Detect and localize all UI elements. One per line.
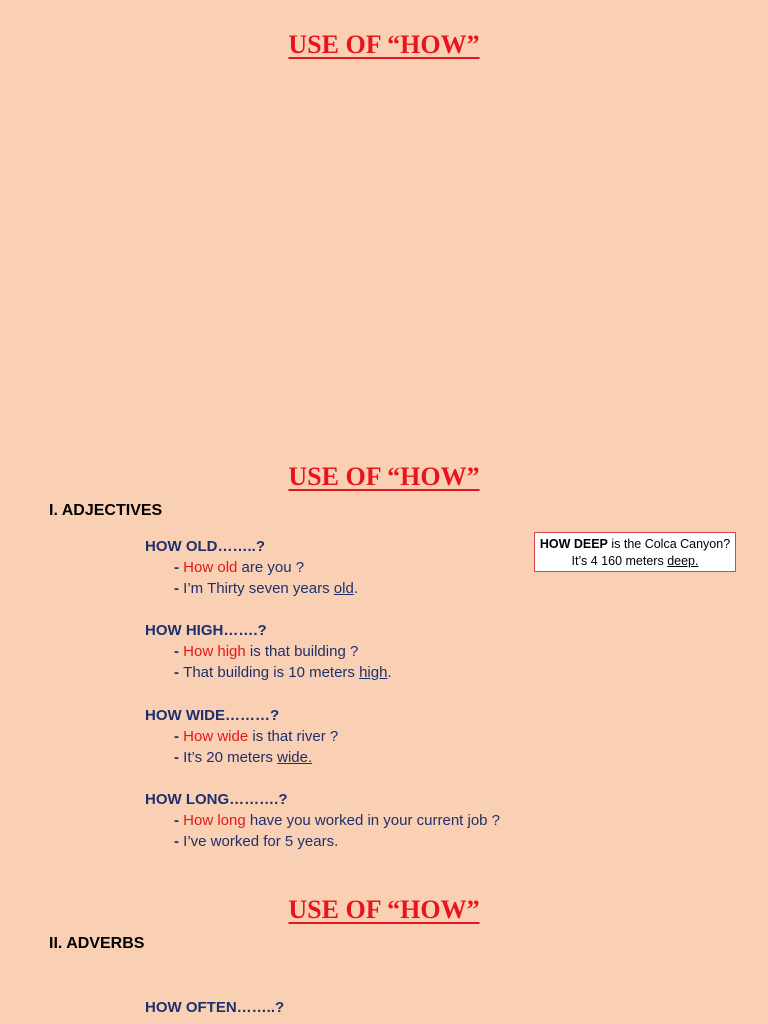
callout-answer: [535, 553, 735, 570]
keyword: How wide: [183, 728, 249, 745]
answer-text: I’ve worked for 5 years.: [183, 833, 339, 850]
dash: -: [174, 580, 184, 597]
dash: -: [174, 728, 184, 745]
question-heading: HOW HIGH…….?: [145, 622, 267, 639]
callout-keyword: HOW DEEP: [539, 537, 608, 551]
callout-question: [535, 536, 735, 553]
keyword: How long: [183, 812, 246, 829]
page-title: USE OF “HOW”: [288, 895, 480, 924]
question-text: are you ?: [237, 559, 305, 576]
page-title: USE OF “HOW”: [288, 30, 480, 59]
answer-suffix: .: [353, 580, 358, 597]
answer-text: It’s 20 meters: [183, 749, 278, 766]
question-heading: HOW OFTEN……..?: [145, 999, 285, 1016]
callout-box: [534, 532, 736, 572]
answer-keyword: old: [333, 580, 354, 597]
question-text: is that river ?: [248, 728, 339, 745]
answer-keyword: high: [359, 664, 388, 681]
question-heading: HOW LONG……….?: [145, 791, 288, 808]
callout-answer-text: It’s 4 160 meters: [571, 554, 668, 568]
dash: -: [174, 833, 184, 850]
section-heading-adverbs: II. ADVERBS: [49, 935, 145, 952]
page-title: USE OF “HOW”: [288, 462, 480, 491]
question-heading: HOW WIDE………?: [145, 707, 280, 724]
example-question: [174, 727, 338, 747]
dash: -: [174, 664, 184, 681]
question-heading: HOW OLD……..?: [145, 538, 265, 555]
answer-text: I’m Thirty seven years: [183, 580, 334, 597]
dash: -: [174, 643, 184, 660]
example-question: [174, 811, 500, 831]
callout-answer-word: deep.: [667, 554, 699, 568]
answer-keyword: wide.: [277, 749, 313, 766]
example-question: [174, 558, 304, 578]
keyword: How old: [183, 559, 238, 576]
example-answer: [174, 579, 358, 599]
dash: -: [174, 559, 184, 576]
dash: -: [174, 812, 184, 829]
example-answer: [174, 748, 312, 768]
example-answer: [174, 663, 392, 683]
question-text: is that building ?: [245, 643, 359, 660]
answer-text: That building is 10 meters: [183, 664, 360, 681]
answer-suffix: .: [387, 664, 392, 681]
example-answer: [174, 832, 338, 852]
question-text: have you worked in your current job ?: [245, 812, 501, 829]
keyword: How high: [183, 643, 246, 660]
callout-question-text: is the Colca Canyon?: [607, 537, 731, 551]
example-question: [174, 642, 358, 662]
section-heading-adjectives: I. ADJECTIVES: [49, 502, 163, 519]
dash: -: [174, 749, 184, 766]
